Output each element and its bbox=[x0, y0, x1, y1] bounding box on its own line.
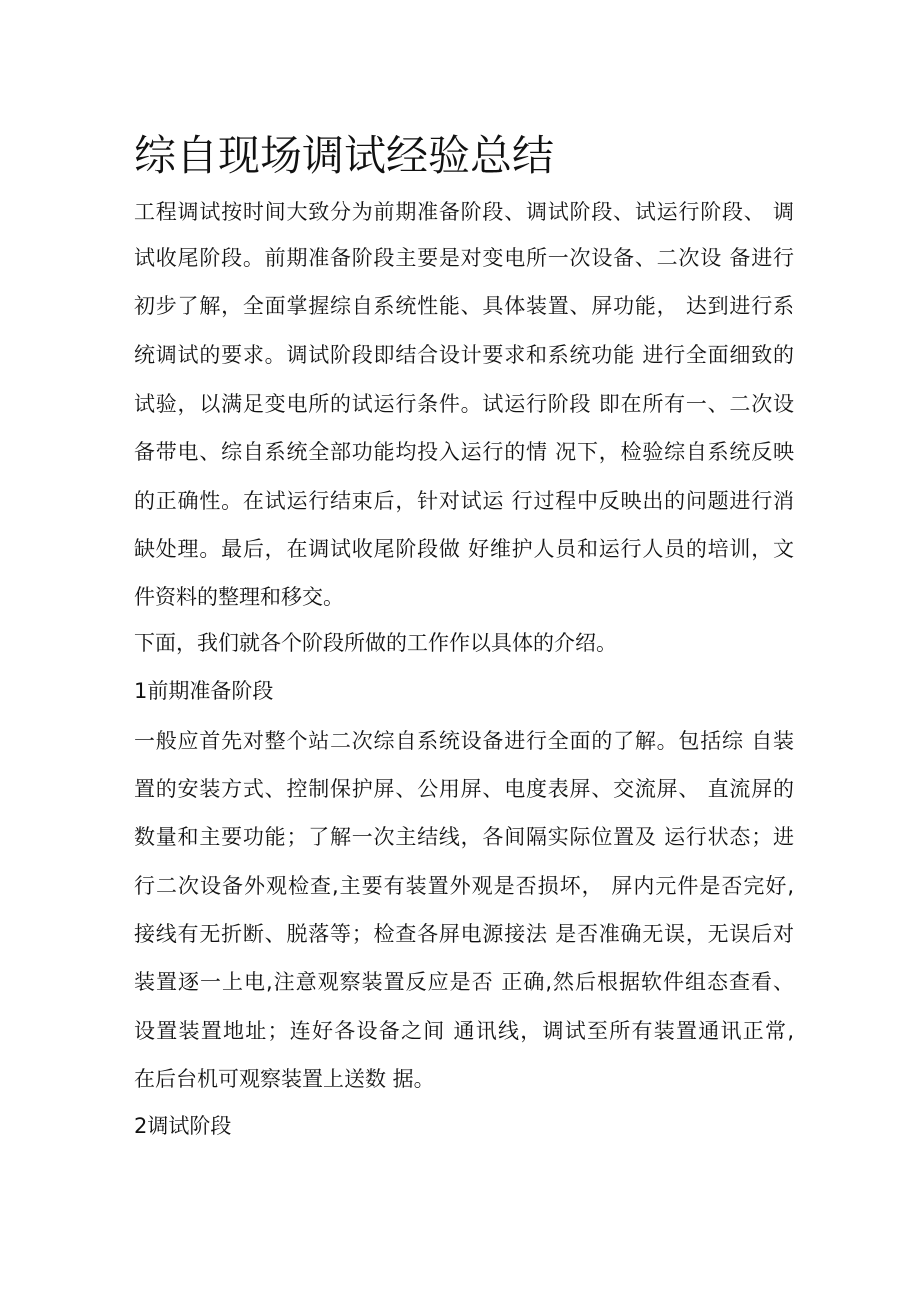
paragraph-line: 试验，以满足变电所的试运行条件。试运行阶段 即在所有一、二次设 bbox=[134, 392, 794, 416]
paragraph-line: 行二次设备外观检查,主要有装置外观是否损坏， 屏内元件是否完好, bbox=[134, 874, 794, 898]
paragraph-line: 初步了解，全面掌握综自系统性能、具体装置、屏功能， 达到进行系 bbox=[134, 294, 794, 318]
paragraph-line: 统调试的要求。调试阶段即结合设计要求和系统功能 进行全面细致的 bbox=[134, 343, 794, 367]
paragraph-line: 件资料的整理和移交。 bbox=[134, 585, 344, 609]
paragraph-line: 在后台机可观察装置上送数 据。 bbox=[134, 1067, 435, 1091]
paragraph-line: 工程调试按时间大致分为前期准备阶段、调试阶段、试运行阶段、 调 bbox=[134, 200, 794, 224]
paragraph-line: 缺处理。最后，在调试收尾阶段做 好维护人员和运行人员的培训，文 bbox=[134, 537, 794, 561]
paragraph-line: 备带电、综自系统全部功能均投入运行的情 况下，检验综自系统反映 bbox=[134, 440, 794, 464]
paragraph-line: 接线有无折断、脱落等；检查各屏电源接法 是否准确无误，无误后对 bbox=[134, 922, 794, 946]
document-title: 综自现场调试经验总结 bbox=[134, 131, 555, 180]
paragraph-line: 一般应首先对整个站二次综自系统设备进行全面的了解。包括综 自装 bbox=[134, 729, 794, 753]
paragraph-line: 数量和主要功能；了解一次主结线，各间隔实际位置及 运行状态；进 bbox=[134, 825, 794, 849]
paragraph-line: 装置逐一上电,注意观察装置反应是否 正确,然后根据软件组态查看、 bbox=[134, 970, 794, 994]
paragraph-line: 设置装置地址；连好各设备之间 通讯线，调试至所有装置通讯正常, bbox=[134, 1019, 794, 1043]
paragraph-line: 置的安装方式、控制保护屏、公用屏、电度表屏、交流屏、 直流屏的 bbox=[134, 777, 794, 801]
paragraph-line: 的正确性。在试运行结束后，针对试运 行过程中反映出的问题进行消 bbox=[134, 489, 794, 513]
paragraph-line: 试收尾阶段。前期准备阶段主要是对变电所一次设备、二次设 备进行 bbox=[134, 246, 794, 270]
section-heading: 1前期准备阶段 bbox=[134, 679, 274, 703]
section-heading: 2调试阶段 bbox=[134, 1114, 232, 1138]
transition-paragraph: 下面，我们就各个阶段所做的工作作以具体的介绍。 bbox=[134, 631, 617, 655]
